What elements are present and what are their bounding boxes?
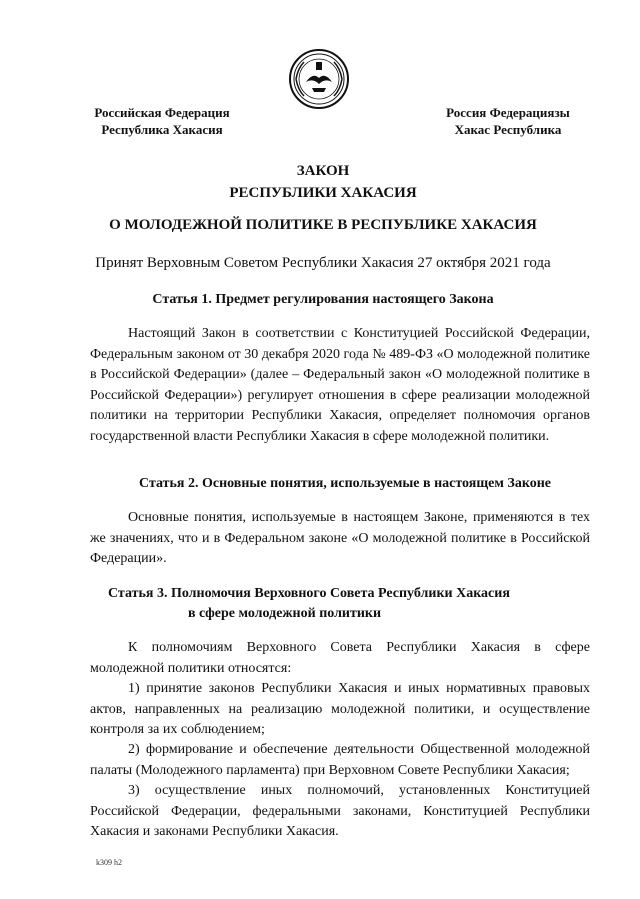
header-left — [92, 104, 232, 138]
header-left-republic: Республика Хакасия — [101, 122, 223, 137]
coat-of-arms-emblem — [288, 48, 350, 110]
header-right — [442, 104, 574, 138]
law-title: О МОЛОДЕЖНОЙ ПОЛИТИКЕ В РЕСПУБЛИКЕ ХАКАСИЯ — [109, 217, 537, 233]
article-3-item-1-body: 1) принятие законов Республики Хакасия и иных нормативных правовых актов, направленных на реализацию молодежной политики, и осуществление контроля за их соблюдением; — [90, 681, 590, 737]
article-3-item-3-body: 3) осуществление иных полномочий, установленных Конституцией Российской Федерации, федеральными законами, Конституцией Республики Хакасия и законами Республики Хакасия. — [90, 783, 590, 839]
article-3-intro-body: К полномочиям Верховного Совета Республики Хакасия в сфере молодежной политики относятся: — [90, 640, 590, 676]
law-heading — [90, 160, 556, 204]
article-1-text — [90, 324, 590, 447]
article-3-intro — [90, 638, 590, 679]
article-2-text — [90, 508, 590, 570]
article-3-heading — [108, 584, 588, 624]
article-3-heading-line2: в сфере молодежной политики — [188, 606, 382, 621]
article-1-heading: Статья 1. Предмет регулирования настоящего Закона — [152, 292, 494, 307]
article-3-item-2-body: 2) формирование и обеспечение деятельности Общественной молодежной палаты (Молодежного парламента) при Верховном Совете Республики Хакасия; — [90, 742, 590, 778]
header-right-republic: Хакас Республика — [454, 122, 562, 137]
document-code: k309 h2 — [96, 858, 122, 867]
law-heading-line1: ЗАКОН — [296, 163, 350, 179]
adoption-line: Принят Верховным Советом Республики Хакасия 27 октября 2021 года — [95, 255, 551, 271]
article-2-text-body: Основные понятия, используемые в настоящем Законе, применяются в тех же значениях, что и в Федеральном законе «О молодежной политике в Российской Федерации». — [90, 510, 590, 566]
article-3-item-1 — [90, 679, 590, 741]
article-3-item-3 — [90, 781, 590, 843]
article-1-text-body: Настоящий Закон в соответствии с Конституцией Российской Федерации, Федеральным законом от 30 декабря 2020 года № 489-ФЗ «О молодежной политике в Российской Федерации» (далее – Федеральный закон «О молодежной политике в Российской Федерации») регулирует отношения в сфере реализации молодежной политики на территории Республики Хакасия, определяет полномочия органов государственной власти Республики Хакасия в сфере молодежной политики. — [90, 326, 590, 444]
header-left-country: Российская Федерация — [94, 105, 230, 120]
article-2-heading: Статья 2. Основные понятия, используемые в настоящем Законе — [139, 476, 551, 491]
article-3-item-2 — [90, 740, 590, 781]
article-3-heading-line1: Статья 3. Полномочия Верховного Совета Республики Хакасия — [108, 586, 510, 601]
header-right-country: Россия Федерациязы — [446, 105, 570, 120]
law-heading-line2: РЕСПУБЛИКИ ХАКАСИЯ — [229, 185, 417, 201]
